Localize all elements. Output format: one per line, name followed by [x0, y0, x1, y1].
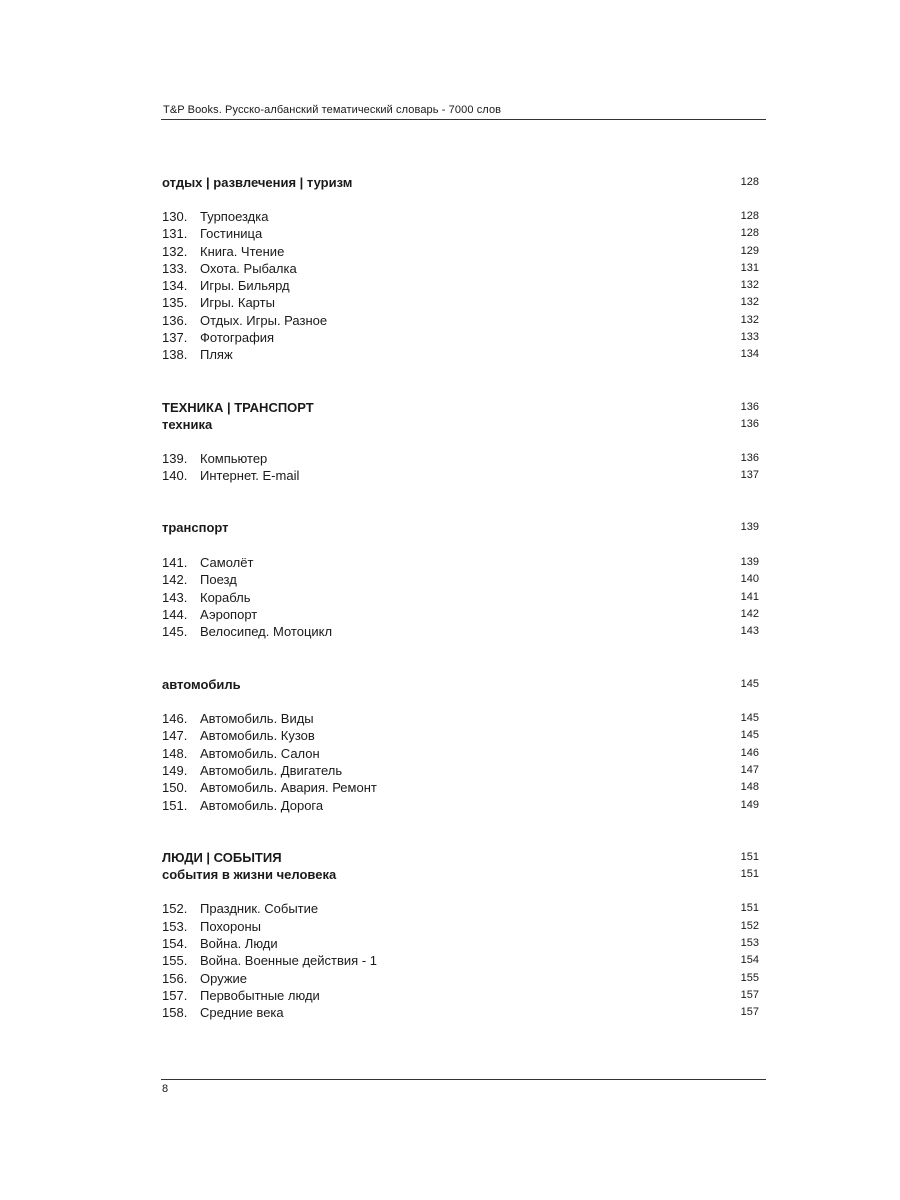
entry-label: Книга. Чтение — [200, 244, 285, 259]
toc-entry[interactable] — [162, 261, 759, 278]
entry-label: Игры. Бильярд — [200, 278, 290, 293]
entry-number: 130. — [162, 209, 188, 224]
entry-number: 143. — [162, 590, 188, 605]
toc-entry[interactable] — [162, 555, 759, 572]
toc-entry[interactable] — [162, 971, 759, 988]
entry-label: Пляж — [200, 347, 233, 362]
toc-entry[interactable] — [162, 313, 759, 330]
entry-label: Оружие — [200, 971, 248, 986]
page-ref: 137 — [740, 469, 759, 481]
page-ref: 157 — [740, 989, 759, 1001]
page-ref: 155 — [740, 972, 759, 984]
page-ref: 151 — [740, 868, 759, 880]
entry-number: 152. — [162, 901, 188, 916]
toc-entry[interactable] — [162, 295, 759, 312]
page-ref: 148 — [740, 781, 759, 793]
page-ref: 136 — [740, 452, 759, 464]
entry-number: 141. — [162, 555, 188, 570]
entry-number: 142. — [162, 572, 188, 587]
toc-entry[interactable] — [162, 590, 759, 607]
entry-label: Автомобиль. Виды — [200, 711, 314, 726]
entry-number: 156. — [162, 971, 188, 986]
toc-section-heading[interactable] — [162, 400, 759, 417]
toc-entry[interactable] — [162, 728, 759, 745]
entry-label: Война. Военные действия - 1 — [200, 953, 377, 968]
entry-number: 136. — [162, 313, 188, 328]
entry-label: Гостиница — [200, 226, 263, 241]
page-ref: 151 — [740, 851, 759, 863]
entry-number: 133. — [162, 261, 188, 276]
toc-entry[interactable] — [162, 936, 759, 953]
entry-label: Похороны — [200, 919, 261, 934]
entry-label: Велосипед. Мотоцикл — [200, 624, 333, 639]
entry-label: Компьютер — [200, 451, 268, 466]
toc-entry[interactable] — [162, 746, 759, 763]
toc-entry[interactable] — [162, 244, 759, 261]
toc-entry[interactable] — [162, 451, 759, 468]
entry-number: 146. — [162, 711, 188, 726]
page-ref: 139 — [740, 521, 759, 533]
page-ref: 146 — [740, 747, 759, 759]
toc-entry[interactable] — [162, 1005, 759, 1022]
toc-section-heading[interactable] — [162, 175, 759, 192]
toc-entry[interactable] — [162, 347, 759, 364]
entry-label: Поезд — [200, 572, 237, 587]
page-ref: 132 — [740, 314, 759, 326]
page-ref: 136 — [740, 418, 759, 430]
toc-section-heading[interactable] — [162, 850, 759, 867]
page-ref: 151 — [740, 902, 759, 914]
footer-rule — [161, 1079, 766, 1080]
page-ref: 132 — [740, 279, 759, 291]
entry-label: Охота. Рыбалка — [200, 261, 297, 276]
toc-subsection-heading[interactable] — [162, 677, 759, 694]
entry-number: 155. — [162, 953, 188, 968]
toc-entry[interactable] — [162, 278, 759, 295]
toc-entry[interactable] — [162, 226, 759, 243]
page-ref: 145 — [740, 712, 759, 724]
page-ref: 145 — [740, 729, 759, 741]
entry-number: 147. — [162, 728, 188, 743]
toc-subsection-heading[interactable] — [162, 867, 759, 884]
section-label: ТЕХНИКА | ТРАНСПОРТ — [162, 400, 314, 415]
entry-number: 145. — [162, 624, 188, 639]
toc-entry[interactable] — [162, 607, 759, 624]
section-label: техника — [162, 417, 213, 432]
entry-number: 135. — [162, 295, 188, 310]
entry-number: 131. — [162, 226, 188, 241]
section-label: ЛЮДИ | СОБЫТИЯ — [162, 850, 282, 865]
entry-label: Игры. Карты — [200, 295, 275, 310]
section-label: отдых | развлечения | туризм — [162, 175, 353, 190]
toc-subsection-heading[interactable] — [162, 520, 759, 537]
page-ref: 128 — [740, 227, 759, 239]
section-label: транспорт — [162, 520, 229, 535]
entry-label: Интернет. E-mail — [200, 468, 300, 483]
page-ref: 145 — [740, 678, 759, 690]
toc-entry[interactable] — [162, 780, 759, 797]
toc-entry[interactable] — [162, 572, 759, 589]
toc-entry[interactable] — [162, 468, 759, 485]
page-number: 8 — [162, 1083, 169, 1095]
page-ref: 149 — [740, 799, 759, 811]
entry-label: Корабль — [200, 590, 251, 605]
page-ref: 140 — [740, 573, 759, 585]
page-ref: 157 — [740, 1006, 759, 1018]
entry-number: 153. — [162, 919, 188, 934]
toc-subsection-heading[interactable] — [162, 417, 759, 434]
entry-number: 134. — [162, 278, 188, 293]
toc-entry[interactable] — [162, 763, 759, 780]
entry-number: 150. — [162, 780, 188, 795]
toc-entry[interactable] — [162, 919, 759, 936]
page-ref: 139 — [740, 556, 759, 568]
page-ref: 142 — [740, 608, 759, 620]
section-label: события в жизни человека — [162, 867, 337, 882]
entry-number: 138. — [162, 347, 188, 362]
section-label: автомобиль — [162, 677, 241, 692]
page-ref: 153 — [740, 937, 759, 949]
entry-label: Праздник. Событие — [200, 901, 319, 916]
entry-number: 132. — [162, 244, 188, 259]
page-ref: 154 — [740, 954, 759, 966]
entry-label: Автомобиль. Салон — [200, 746, 320, 761]
toc-entry[interactable] — [162, 901, 759, 918]
toc-entry[interactable] — [162, 330, 759, 347]
toc-entry[interactable] — [162, 798, 759, 815]
entry-number: 149. — [162, 763, 188, 778]
page-ref: 129 — [740, 245, 759, 257]
page-ref: 128 — [740, 176, 759, 188]
header-rule — [161, 119, 766, 120]
page-ref: 134 — [740, 348, 759, 360]
entry-number: 137. — [162, 330, 188, 345]
entry-number: 139. — [162, 451, 188, 466]
entry-number: 158. — [162, 1005, 188, 1020]
entry-label: Аэропорт — [200, 607, 258, 622]
entry-number: 154. — [162, 936, 188, 951]
toc-entry[interactable] — [162, 711, 759, 728]
toc-entry[interactable] — [162, 953, 759, 970]
toc-entry[interactable] — [162, 988, 759, 1005]
entry-number: 148. — [162, 746, 188, 761]
entry-label: Автомобиль. Кузов — [200, 728, 315, 743]
entry-number: 157. — [162, 988, 188, 1003]
entry-number: 151. — [162, 798, 188, 813]
entry-label: Турпоездка — [200, 209, 269, 224]
entry-label: Отдых. Игры. Разное — [200, 313, 328, 328]
entry-label: Первобытные люди — [200, 988, 320, 1003]
entry-label: Автомобиль. Авария. Ремонт — [200, 780, 377, 795]
entry-label: Автомобиль. Двигатель — [200, 763, 343, 778]
entry-label: Фотография — [200, 330, 275, 345]
page-ref: 131 — [740, 262, 759, 274]
page-ref: 141 — [740, 591, 759, 603]
page-ref: 143 — [740, 625, 759, 637]
page-ref: 132 — [740, 296, 759, 308]
page-ref: 133 — [740, 331, 759, 343]
entry-label: Самолёт — [200, 555, 254, 570]
page-ref: 128 — [740, 210, 759, 222]
entry-number: 140. — [162, 468, 188, 483]
toc-entry[interactable] — [162, 624, 759, 641]
page-ref: 152 — [740, 920, 759, 932]
toc-entry[interactable] — [162, 209, 759, 226]
page-ref: 136 — [740, 401, 759, 413]
entry-label: Автомобиль. Дорога — [200, 798, 324, 813]
entry-number: 144. — [162, 607, 188, 622]
page-ref: 147 — [740, 764, 759, 776]
entry-label: Средние века — [200, 1005, 284, 1020]
running-header: T&P Books. Русско-албанский тематический словарь - 7000 слов — [163, 104, 502, 116]
entry-label: Война. Люди — [200, 936, 278, 951]
